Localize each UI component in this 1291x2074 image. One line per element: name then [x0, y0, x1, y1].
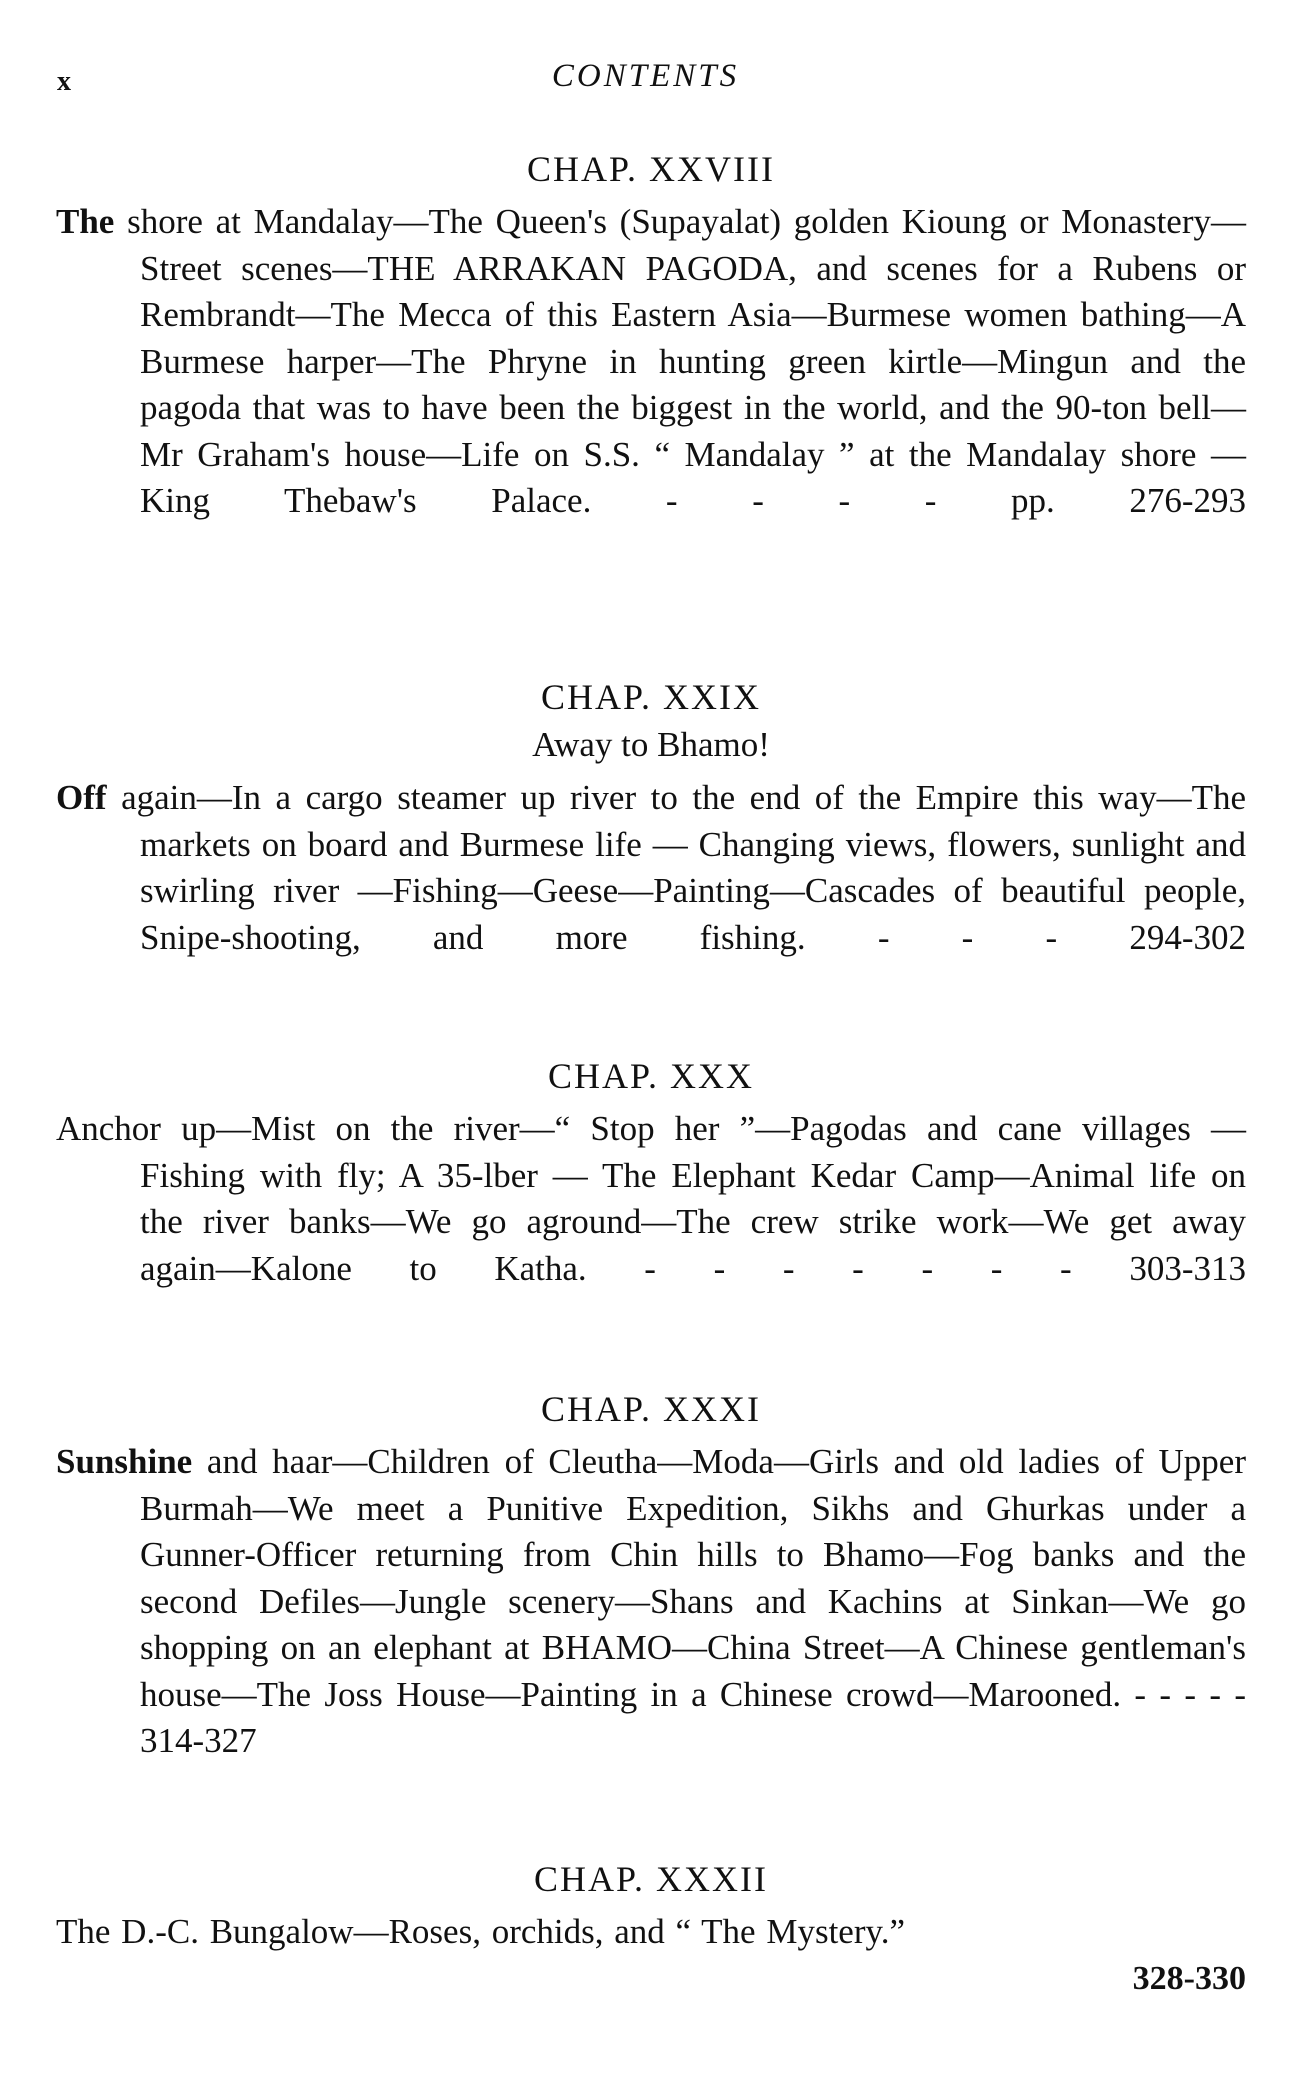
chapter-xxxi: [56, 1385, 1246, 1765]
summary-text: and haar—Children of Cleutha—Moda—Girls and old ladies of Upper Burmah—We meet a Punitive Expedition, Sikhs and Ghurkas under a Gunner-Officer returning from Chin hills to Bhamo—Fog banks and the second Defiles—Jungle scenery—Shans and Kachins at Sinkan—We go shopping on an elephant at BHAMO—China Street—A Chinese gentleman's house—The Joss House—Painting in a Chinese crowd—Marooned. - - - - - 314-327: [140, 1442, 1246, 1760]
summary-text: up—Mist on the river—“ Stop her ”—Pagodas and cane villages — Fishing with fly; A 35-lber — The Elephant Kedar Camp—Animal life on the river banks—We go aground—The crew strike work—We get away again—Kalone to Katha. - - - - - - - 303-313: [140, 1109, 1246, 1288]
chapter-summary: [56, 775, 1246, 961]
chapter-summary: [56, 1439, 1246, 1765]
summary-text: again—In a cargo steamer up river to the end of the Empire this way—The markets on board and Burmese life — Changing views, flowers, sunlight and swirling river —Fishing—Geese—Painting—Cascades of beautiful people, Snipe-shooting, and more fishing. - - - 294-302: [106, 778, 1246, 957]
summary-text: shore at Mandalay—The Queen's (Supayalat) golden Kioung or Monastery—Street scenes—THE ARRAKAN PAGODA, and scenes for a Rubens or Rembrandt—The Mecca of this Eastern Asia—Burmese women bathing—A Burmese harper—The Phryne in hunting green kirtle—Mingun and the pagoda that was to have been the biggest in the world, and the 90-ton bell—Mr Graham's house—Life on S.S. “ Mandalay ” at the Mandalay shore —King Thebaw's Palace. - - - - pp. 276-293: [114, 202, 1246, 520]
chapter-xxix: [56, 673, 1246, 961]
page-number: x: [57, 66, 71, 97]
running-title: CONTENTS: [551, 58, 740, 94]
chapter-heading: CHAP. XXIX: [540, 677, 762, 717]
chapter-heading: CHAP. XXXII: [533, 1859, 768, 1899]
chapter-summary: [56, 1909, 1246, 1956]
summary-lead-word: The: [56, 202, 115, 241]
summary-lead-word: Anchor: [56, 1109, 161, 1148]
page-range: 328-330: [1132, 1959, 1246, 1997]
page-header: [0, 58, 1291, 104]
chapter-xxxii: [56, 1855, 1246, 2002]
summary-text: D.-C. Bungalow—Roses, orchids, and “ The Mystery.”: [110, 1912, 906, 1951]
chapter-heading: CHAP. XXX: [547, 1056, 755, 1096]
summary-lead-word: Off: [56, 778, 107, 817]
chapter-xxx: [56, 1052, 1246, 1292]
chapter-summary: [56, 199, 1246, 525]
chapter-subtitle: Away to Bhamo!: [532, 725, 770, 764]
summary-lead-word: The: [56, 1912, 111, 1951]
chapter-xxviii: [56, 145, 1246, 525]
chapter-heading: CHAP. XXXI: [540, 1389, 762, 1429]
summary-lead-word: Sunshine: [56, 1442, 193, 1481]
chapter-summary: [56, 1106, 1246, 1292]
chapter-heading: CHAP. XXVIII: [527, 149, 775, 189]
